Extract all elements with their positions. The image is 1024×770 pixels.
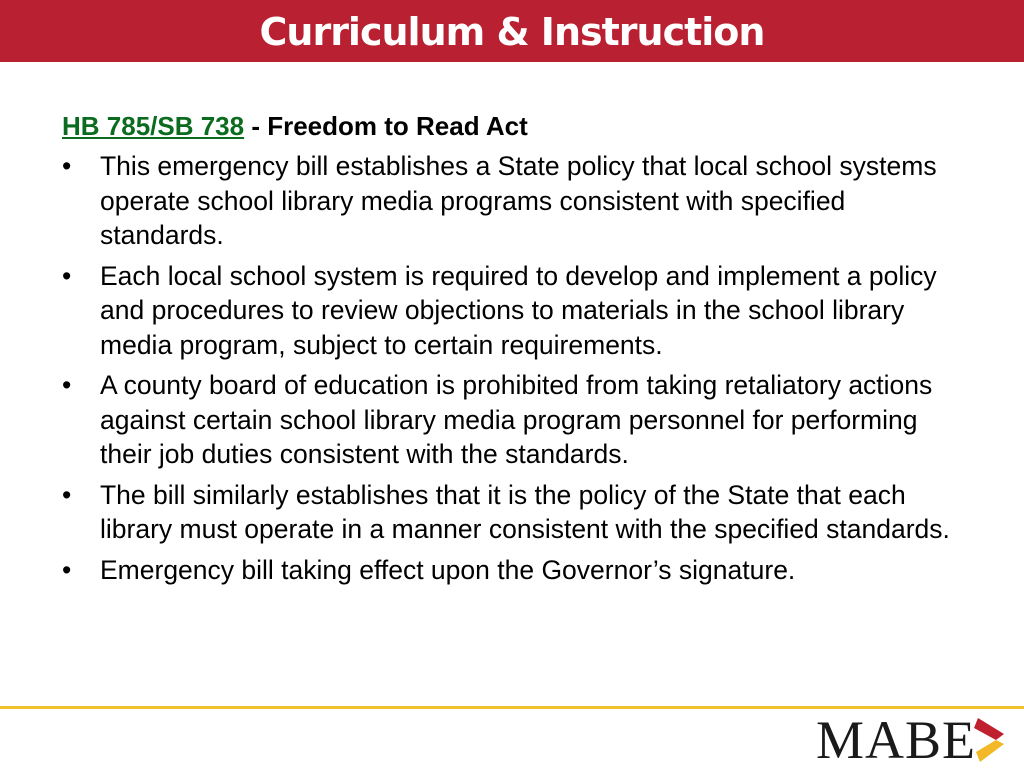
list-item — [62, 553, 962, 588]
bullet-list — [62, 149, 962, 593]
bill-title: - Freedom to Read Act — [244, 111, 528, 141]
title-bar — [0, 0, 1024, 62]
logo-text: MABE — [816, 710, 977, 770]
list-item — [62, 259, 962, 363]
bullet-text: Emergency bill taking effect upon the Governor’s signature. — [100, 554, 796, 585]
mabe-logo — [814, 712, 1014, 768]
list-item — [62, 368, 962, 472]
bullet-icon: • — [62, 479, 72, 510]
slide-title: Curriculum & Instruction — [259, 10, 765, 54]
bullet-icon: • — [62, 554, 72, 585]
bullet-icon: • — [62, 370, 72, 400]
bullet-icon: • — [62, 151, 72, 181]
bullet-text: This emergency bill establishes a State policy that local school systems operate school library media programs consistent with specified standards. — [100, 151, 937, 250]
list-item — [62, 149, 962, 253]
logo-chevron-icon — [974, 718, 1006, 762]
bullet-text: A county board of education is prohibited from taking retaliatory actions against certain school library media program personnel for performing their job duties consistent with the standards. — [100, 370, 933, 469]
bill-heading — [62, 110, 528, 142]
bullet-text: The bill similarly establishes that it is the policy of the State that each library must operate in a manner consistent with the specified standards. — [100, 479, 950, 544]
bullet-icon: • — [62, 260, 72, 291]
bill-link[interactable]: HB 785/SB 738 — [62, 111, 245, 141]
list-item — [62, 478, 962, 547]
bullet-text: Each local school system is required to develop and implement a policy and procedures to review objections to materials in the school library media program, subject to certain requirements. — [100, 260, 937, 360]
footer-divider — [0, 706, 1024, 709]
